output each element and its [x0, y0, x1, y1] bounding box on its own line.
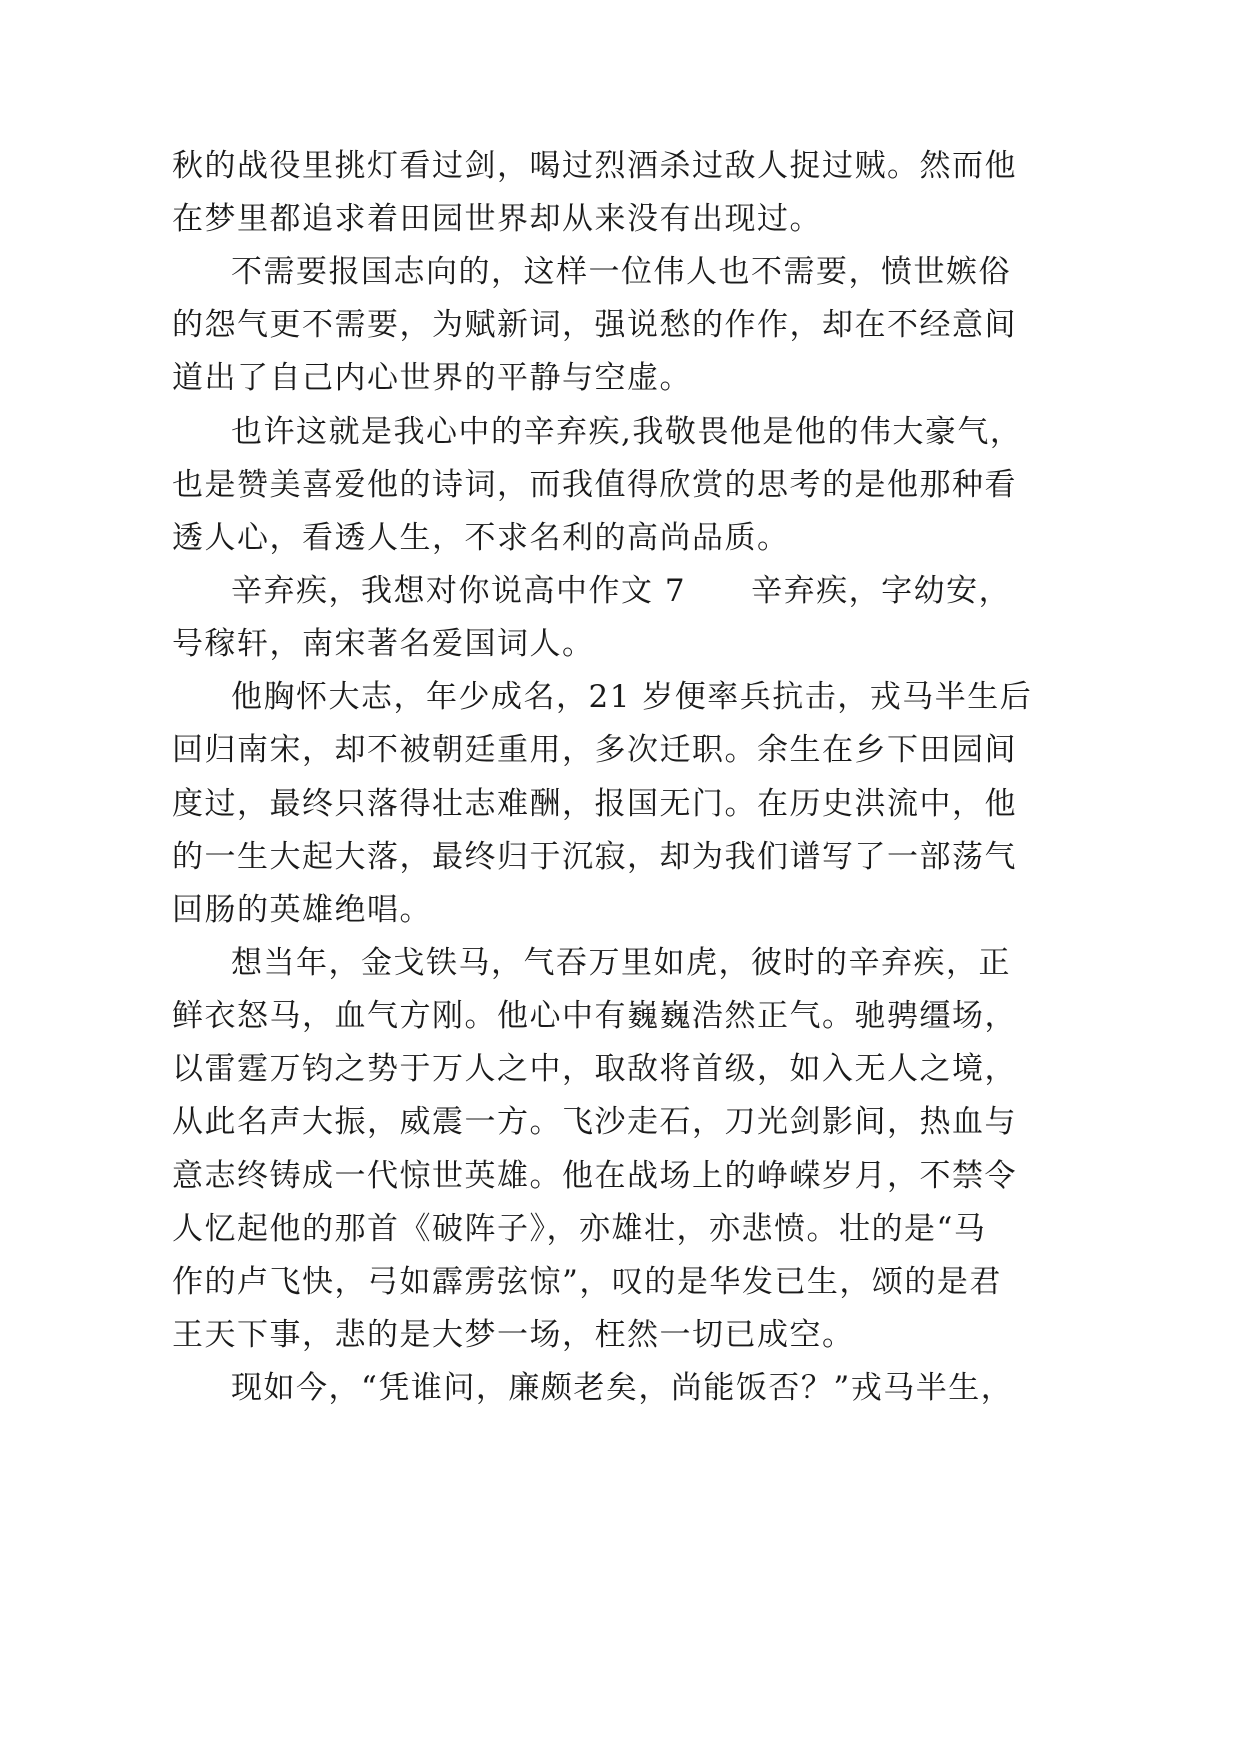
text-line: 鲜衣怒马，血气方刚。他心中有巍巍浩然正气。驰骋缰场， — [172, 998, 1017, 1034]
text-line: 不需要报国志向的，这样一位伟人也不需要，愤世嫉俗 — [231, 254, 1011, 290]
text-line: 辛弃疾，我想对你说高中作文 7 辛弃疾，字幼安， — [231, 573, 1012, 609]
text-line: 也许这就是我心中的辛弃疾,我敬畏他是他的伟大豪气， — [231, 414, 1023, 450]
text-line: 的一生大起大落，最终归于沉寂，却为我们谱写了一部荡气 — [172, 839, 1017, 875]
text-line: 秋的战役里挑灯看过剑，喝过烈酒杀过敌人捉过贼。然而他 — [172, 148, 1017, 184]
text-line: 人忆起他的那首《破阵子》，亦雄壮，亦悲愤。壮的是“马 — [172, 1211, 987, 1247]
text-line: 回肠的英雄绝唱。 — [172, 892, 432, 928]
text-line: 现如今，“凭谁问，廉颇老矣，尚能饭否？”戎马半生， — [231, 1370, 1014, 1406]
text-line: 王天下事，悲的是大梦一场，枉然一切已成空。 — [172, 1317, 855, 1353]
text-line: 以雷霆万钧之势于万人之中，取敌将首级，如入无人之境， — [172, 1051, 1017, 1087]
text-line: 想当年，金戈铁马，气吞万里如虎，彼时的辛弃疾，正 — [231, 945, 1011, 981]
text-line: 他胸怀大志，年少成名，21 岁便率兵抗击，戎马半生后 — [231, 679, 1033, 715]
text-line: 作的卢飞快，弓如霹雳弦惊”，叹的是华发已生，颂的是君 — [172, 1264, 1002, 1300]
text-line: 的怨气更不需要，为赋新词，强说愁的作作，却在不经意间 — [172, 307, 1017, 343]
text-line: 透人心，看透人生，不求名利的高尚品质。 — [172, 520, 790, 556]
text-line: 号稼轩，南宋著名爱国词人。 — [172, 626, 595, 662]
text-line: 度过，最终只落得壮志难酬，报国无门。在历史洪流中，他 — [172, 786, 1017, 822]
text-line: 意志终铸成一代惊世英雄。他在战场上的峥嵘岁月，不禁令 — [172, 1158, 1017, 1194]
text-line: 从此名声大振，威震一方。飞沙走石，刀光剑影间，热血与 — [172, 1104, 1017, 1140]
text-line: 也是赞美喜爱他的诗词，而我值得欣赏的思考的是他那种看 — [172, 467, 1017, 503]
text-line: 道出了自己内心世界的平静与空虚。 — [172, 360, 692, 396]
text-line: 在梦里都追求着田园世界却从来没有出现过。 — [172, 201, 822, 237]
text-line: 回归南宋，却不被朝廷重用，多次迁职。余生在乡下田园间 — [172, 732, 1017, 768]
